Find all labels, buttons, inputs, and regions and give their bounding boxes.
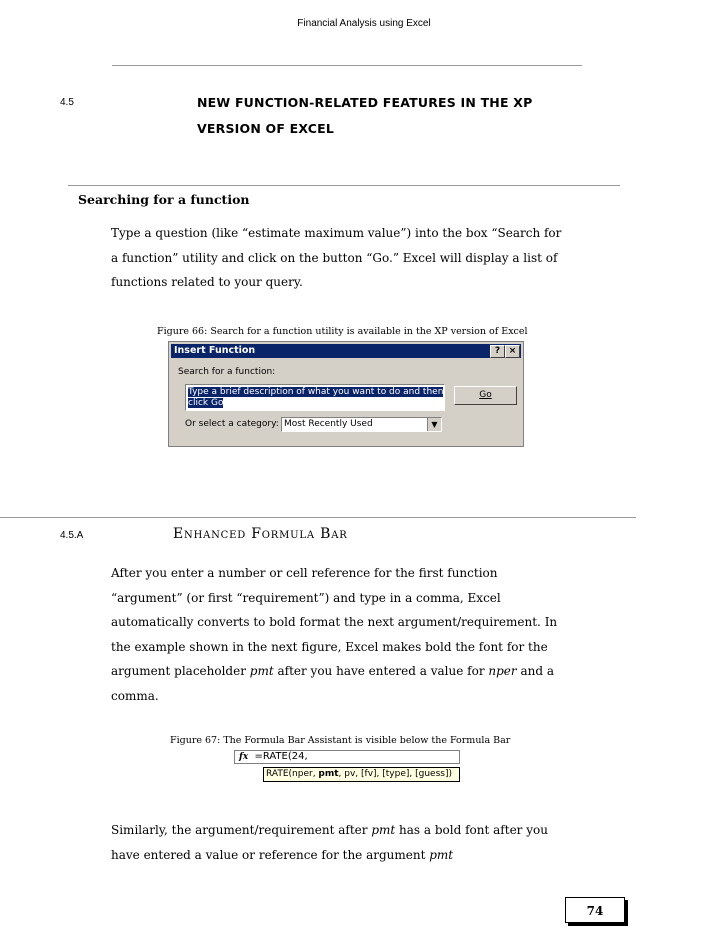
category-value: Most Recently Used: [284, 419, 373, 429]
running-header: Financial Analysis using Excel: [297, 18, 431, 29]
section-title: Enhanced Formula Bar: [173, 526, 348, 542]
page-number: 74: [565, 897, 625, 923]
search-text-line1: Type a brief description of what you want to do and then: [188, 387, 444, 397]
fx-icon[interactable]: fx: [239, 752, 249, 762]
search-text-line2: click Go: [188, 398, 224, 408]
formula-bar-figure: [234, 750, 460, 783]
chevron-down-icon[interactable]: ▼: [427, 418, 441, 431]
dialog-title: Insert Function: [174, 345, 256, 356]
dialog-titlebar: [171, 344, 521, 358]
formula-bar[interactable]: [234, 750, 460, 764]
searching-paragraph: [111, 221, 601, 295]
help-button[interactable]: ?: [490, 345, 505, 358]
formula-text: =RATE(24,: [254, 751, 308, 762]
figure-66-caption: Figure 66: Search for a function utility is available in the XP version of Excel: [157, 326, 528, 337]
paragraph-line: automatically converts to bold format the next argument/requirement. In: [111, 615, 558, 629]
subsection-heading: Searching for a function: [78, 192, 250, 207]
insert-function-dialog: [168, 341, 524, 447]
italic-term: pmt: [371, 823, 396, 837]
text-run: argument placeholder: [111, 664, 250, 678]
tooltip-text: , pv, [fv], [type], [guess]): [338, 769, 452, 779]
paragraph-line: Type a question (like “estimate maximum value”) into the box “Search for: [111, 226, 562, 240]
italic-term: pmt: [429, 847, 454, 862]
formula-tooltip: [263, 767, 460, 782]
section-number: 4.5.A: [60, 530, 84, 541]
paragraph-line: [111, 843, 611, 868]
go-button[interactable]: Go: [454, 386, 517, 405]
category-label: Or select a category:: [185, 419, 279, 429]
italic-term: nper: [488, 664, 517, 678]
paragraph-line: a function” utility and click on the button “Go.” Excel will display a list of: [111, 250, 558, 265]
paragraph-line: the example shown in the next figure, Excel makes bold the font for the: [111, 639, 548, 654]
paragraph-line: After you enter a number or cell reference for the first function: [111, 566, 498, 580]
section-title-line2: VERSION OF EXCEL: [197, 121, 335, 136]
paragraph-line: “argument” (or first “requirement”) and type in a comma, Excel: [111, 590, 501, 605]
text-run: has a bold font after you: [395, 823, 548, 837]
paragraph-line: [111, 818, 611, 843]
paragraph-line: functions related to your query.: [111, 275, 303, 289]
paragraph-line: [111, 659, 611, 684]
paragraph-line: comma.: [111, 688, 159, 703]
section-number: 4.5: [60, 97, 74, 108]
similarly-paragraph: [111, 818, 611, 867]
close-button[interactable]: ×: [505, 345, 520, 358]
search-label: Search for a function:: [178, 367, 276, 377]
header-rule: [112, 65, 582, 66]
text-run: Similarly, the argument/requirement after: [111, 823, 372, 837]
enhanced-paragraph: [111, 561, 611, 708]
section-title: [197, 90, 617, 142]
tooltip-text: RATE(nper,: [266, 769, 319, 779]
section-rule: [0, 517, 636, 518]
text-run: and a: [516, 664, 554, 678]
subsection-rule: [68, 185, 620, 186]
tooltip-bold-arg: pmt: [318, 769, 339, 779]
search-input[interactable]: [185, 384, 445, 411]
italic-term: pmt: [249, 664, 274, 678]
section-title-line1: NEW FUNCTION-RELATED FEATURES IN THE XP: [197, 95, 533, 110]
figure-67-caption: Figure 67: The Formula Bar Assistant is visible below the Formula Bar: [170, 735, 511, 746]
category-select[interactable]: [281, 417, 442, 432]
text-run: after you have entered a value for: [273, 664, 489, 678]
text-run: have entered a value or reference for the argument: [111, 847, 430, 862]
